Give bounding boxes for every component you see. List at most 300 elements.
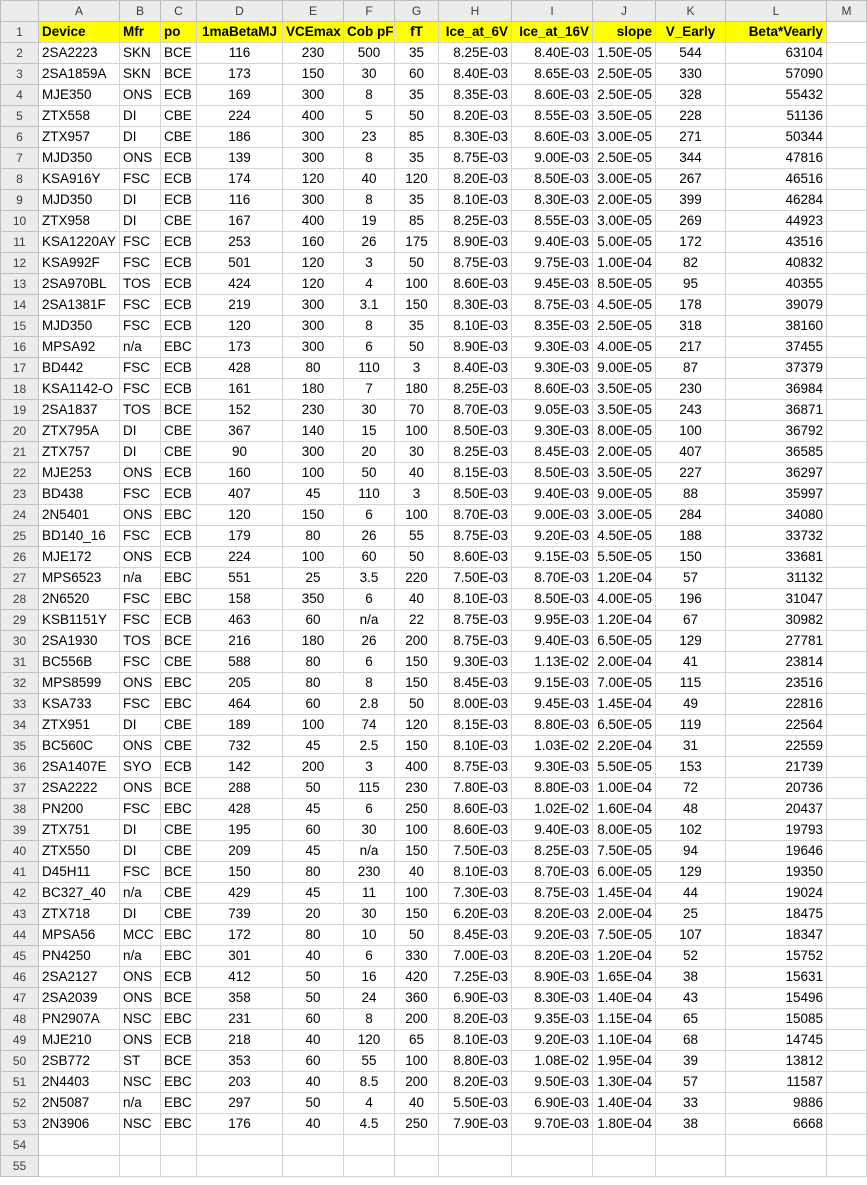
cell[interactable]: 188 bbox=[656, 526, 726, 547]
cell[interactable]: 85 bbox=[395, 127, 439, 148]
cell[interactable]: 40 bbox=[395, 1093, 439, 1114]
cell[interactable]: ECB bbox=[161, 358, 197, 379]
cell[interactable] bbox=[827, 442, 867, 463]
cell[interactable]: 176 bbox=[197, 1114, 283, 1135]
cell[interactable]: ZTX958 bbox=[39, 211, 120, 232]
row-header[interactable]: 42 bbox=[1, 883, 39, 904]
cell[interactable]: 8.75E-03 bbox=[439, 610, 512, 631]
cell[interactable]: 2.50E-05 bbox=[593, 64, 656, 85]
cell[interactable]: 6.50E-05 bbox=[593, 715, 656, 736]
cell[interactable]: 253 bbox=[197, 232, 283, 253]
column-header-E[interactable]: E bbox=[283, 1, 344, 22]
row-header[interactable]: 13 bbox=[1, 274, 39, 295]
cell[interactable]: ONS bbox=[120, 547, 161, 568]
cell[interactable]: 40 bbox=[283, 1114, 344, 1135]
cell[interactable]: 22816 bbox=[726, 694, 827, 715]
cell[interactable]: 5.50E-05 bbox=[593, 757, 656, 778]
cell[interactable]: 115 bbox=[344, 778, 395, 799]
cell[interactable] bbox=[593, 1156, 656, 1177]
cell[interactable]: 6 bbox=[344, 652, 395, 673]
cell[interactable]: 179 bbox=[197, 526, 283, 547]
cell[interactable]: BCE bbox=[161, 778, 197, 799]
cell[interactable]: CBE bbox=[161, 715, 197, 736]
cell[interactable]: CBE bbox=[161, 736, 197, 757]
cell[interactable]: EBC bbox=[161, 337, 197, 358]
cell[interactable]: 8.75E-03 bbox=[439, 757, 512, 778]
cell[interactable]: 3.00E-05 bbox=[593, 127, 656, 148]
cell[interactable]: MPSA56 bbox=[39, 925, 120, 946]
cell[interactable]: 116 bbox=[197, 190, 283, 211]
cell[interactable]: KSA992F bbox=[39, 253, 120, 274]
row-header[interactable]: 5 bbox=[1, 106, 39, 127]
cell[interactable]: 8.60E-03 bbox=[439, 547, 512, 568]
cell[interactable]: ECB bbox=[161, 610, 197, 631]
cell[interactable]: BD438 bbox=[39, 484, 120, 505]
cell[interactable]: 120 bbox=[197, 316, 283, 337]
cell[interactable]: 40 bbox=[344, 169, 395, 190]
cell[interactable]: 230 bbox=[344, 862, 395, 883]
cell[interactable]: 2SA1407E bbox=[39, 757, 120, 778]
cell[interactable]: 2SA2222 bbox=[39, 778, 120, 799]
cell[interactable]: CBE bbox=[161, 106, 197, 127]
cell[interactable]: KSA916Y bbox=[39, 169, 120, 190]
cell[interactable]: 588 bbox=[197, 652, 283, 673]
cell[interactable]: 1.10E-04 bbox=[593, 1030, 656, 1051]
cell[interactable]: 2SA970BL bbox=[39, 274, 120, 295]
cell[interactable]: ECB bbox=[161, 295, 197, 316]
cell[interactable]: 50 bbox=[395, 925, 439, 946]
cell[interactable]: FSC bbox=[120, 694, 161, 715]
cell[interactable]: ECB bbox=[161, 253, 197, 274]
cell[interactable] bbox=[827, 190, 867, 211]
cell[interactable]: 3 bbox=[344, 757, 395, 778]
cell[interactable]: ECB bbox=[161, 967, 197, 988]
cell[interactable] bbox=[827, 169, 867, 190]
cell[interactable]: 44923 bbox=[726, 211, 827, 232]
cell[interactable]: 35997 bbox=[726, 484, 827, 505]
cell[interactable] bbox=[827, 253, 867, 274]
cell[interactable]: 8.00E-03 bbox=[439, 694, 512, 715]
cell[interactable]: 8 bbox=[344, 85, 395, 106]
row-header[interactable]: 53 bbox=[1, 1114, 39, 1135]
cell[interactable]: 25 bbox=[283, 568, 344, 589]
cell[interactable]: 8.80E-03 bbox=[439, 1051, 512, 1072]
cell[interactable]: Mfr bbox=[120, 22, 161, 43]
cell[interactable] bbox=[827, 106, 867, 127]
cell[interactable]: 160 bbox=[283, 232, 344, 253]
cell[interactable]: 142 bbox=[197, 757, 283, 778]
cell[interactable]: 47816 bbox=[726, 148, 827, 169]
cell[interactable]: 8.20E-03 bbox=[439, 1009, 512, 1030]
cell[interactable]: NSC bbox=[120, 1072, 161, 1093]
cell[interactable]: 18347 bbox=[726, 925, 827, 946]
cell[interactable]: 9.15E-03 bbox=[512, 547, 593, 568]
row-header[interactable]: 49 bbox=[1, 1030, 39, 1051]
cell[interactable]: 2.00E-04 bbox=[593, 652, 656, 673]
cell[interactable] bbox=[827, 631, 867, 652]
cell[interactable]: 297 bbox=[197, 1093, 283, 1114]
row-header[interactable]: 2 bbox=[1, 43, 39, 64]
cell[interactable]: 8.40E-03 bbox=[439, 64, 512, 85]
cell[interactable]: 1.00E-04 bbox=[593, 253, 656, 274]
cell[interactable]: 2.00E-05 bbox=[593, 190, 656, 211]
cell[interactable]: 30 bbox=[395, 442, 439, 463]
cell[interactable]: 8 bbox=[344, 673, 395, 694]
cell[interactable]: 218 bbox=[197, 1030, 283, 1051]
cell[interactable]: 220 bbox=[395, 568, 439, 589]
cell[interactable]: 189 bbox=[197, 715, 283, 736]
cell[interactable] bbox=[827, 673, 867, 694]
cell[interactable] bbox=[827, 925, 867, 946]
column-header-A[interactable]: A bbox=[39, 1, 120, 22]
cell[interactable]: 227 bbox=[656, 463, 726, 484]
cell[interactable]: 50 bbox=[283, 988, 344, 1009]
row-header[interactable]: 51 bbox=[1, 1072, 39, 1093]
cell[interactable]: 40 bbox=[283, 946, 344, 967]
cell[interactable]: 8.75E-03 bbox=[512, 295, 593, 316]
cell[interactable]: 1.65E-04 bbox=[593, 967, 656, 988]
cell[interactable]: 8 bbox=[344, 1009, 395, 1030]
cell[interactable]: 49 bbox=[656, 694, 726, 715]
cell[interactable] bbox=[827, 799, 867, 820]
cell[interactable]: 11587 bbox=[726, 1072, 827, 1093]
cell[interactable]: FSC bbox=[120, 295, 161, 316]
cell[interactable]: 301 bbox=[197, 946, 283, 967]
cell[interactable]: 3 bbox=[395, 358, 439, 379]
cell[interactable]: 407 bbox=[656, 442, 726, 463]
cell[interactable]: 412 bbox=[197, 967, 283, 988]
cell[interactable]: 50 bbox=[395, 253, 439, 274]
cell[interactable]: 57090 bbox=[726, 64, 827, 85]
cell[interactable]: 269 bbox=[656, 211, 726, 232]
cell[interactable]: 60 bbox=[283, 1051, 344, 1072]
cell[interactable]: 224 bbox=[197, 106, 283, 127]
cell[interactable]: 120 bbox=[283, 274, 344, 295]
cell[interactable]: 40 bbox=[283, 1072, 344, 1093]
cell[interactable]: CBE bbox=[161, 904, 197, 925]
cell[interactable] bbox=[344, 1156, 395, 1177]
cell[interactable]: 8.30E-03 bbox=[512, 988, 593, 1009]
cell[interactable]: CBE bbox=[161, 652, 197, 673]
cell[interactable]: 43 bbox=[656, 988, 726, 1009]
cell[interactable]: 1.02E-02 bbox=[512, 799, 593, 820]
cell[interactable]: 150 bbox=[283, 505, 344, 526]
cell[interactable]: ONS bbox=[120, 778, 161, 799]
cell[interactable]: EBC bbox=[161, 1093, 197, 1114]
cell[interactable] bbox=[395, 1156, 439, 1177]
column-header-C[interactable]: C bbox=[161, 1, 197, 22]
cell[interactable] bbox=[827, 862, 867, 883]
cell[interactable]: 2SA1837 bbox=[39, 400, 120, 421]
cell[interactable]: 8.10E-03 bbox=[439, 736, 512, 757]
cell[interactable]: 50 bbox=[283, 1093, 344, 1114]
cell[interactable]: 1.45E-04 bbox=[593, 694, 656, 715]
cell[interactable]: 224 bbox=[197, 547, 283, 568]
cell[interactable]: 46516 bbox=[726, 169, 827, 190]
cell[interactable]: 200 bbox=[283, 757, 344, 778]
cell[interactable] bbox=[827, 274, 867, 295]
cell[interactable]: 6 bbox=[344, 337, 395, 358]
cell[interactable] bbox=[827, 757, 867, 778]
cell[interactable]: 284 bbox=[656, 505, 726, 526]
cell[interactable]: 8.45E-03 bbox=[512, 442, 593, 463]
cell[interactable] bbox=[593, 1135, 656, 1156]
cell[interactable]: ZTX751 bbox=[39, 820, 120, 841]
cell[interactable]: Beta*Vearly bbox=[726, 22, 827, 43]
cell[interactable]: 36984 bbox=[726, 379, 827, 400]
cell[interactable]: 172 bbox=[197, 925, 283, 946]
cell[interactable]: 80 bbox=[283, 526, 344, 547]
cell[interactable]: slope bbox=[593, 22, 656, 43]
cell[interactable] bbox=[827, 547, 867, 568]
cell[interactable]: 231 bbox=[197, 1009, 283, 1030]
cell[interactable]: 1.20E-04 bbox=[593, 568, 656, 589]
cell[interactable]: ZTX550 bbox=[39, 841, 120, 862]
cell[interactable]: DI bbox=[120, 442, 161, 463]
row-header[interactable]: 40 bbox=[1, 841, 39, 862]
column-header-I[interactable]: I bbox=[512, 1, 593, 22]
cell[interactable]: 2SA2127 bbox=[39, 967, 120, 988]
cell[interactable]: 115 bbox=[656, 673, 726, 694]
cell[interactable]: 6668 bbox=[726, 1114, 827, 1135]
cell[interactable]: 23814 bbox=[726, 652, 827, 673]
cell[interactable]: 50 bbox=[395, 547, 439, 568]
cell[interactable]: 8.75E-03 bbox=[439, 526, 512, 547]
cell[interactable]: 9.40E-03 bbox=[512, 232, 593, 253]
cell[interactable]: MJE172 bbox=[39, 547, 120, 568]
cell[interactable]: 344 bbox=[656, 148, 726, 169]
cell[interactable]: 19 bbox=[344, 211, 395, 232]
cell[interactable]: Cob pF bbox=[344, 22, 395, 43]
cell[interactable]: 139 bbox=[197, 148, 283, 169]
cell[interactable]: 15496 bbox=[726, 988, 827, 1009]
cell[interactable]: 2.5 bbox=[344, 736, 395, 757]
cell[interactable]: 9.15E-03 bbox=[512, 673, 593, 694]
row-header[interactable]: 43 bbox=[1, 904, 39, 925]
cell[interactable]: n/a bbox=[120, 946, 161, 967]
row-header[interactable]: 54 bbox=[1, 1135, 39, 1156]
column-header-K[interactable]: K bbox=[656, 1, 726, 22]
cell[interactable]: KSA1220AY bbox=[39, 232, 120, 253]
cell[interactable]: 40832 bbox=[726, 253, 827, 274]
cell[interactable]: 8.35E-03 bbox=[512, 316, 593, 337]
cell[interactable]: 367 bbox=[197, 421, 283, 442]
cell[interactable]: 3 bbox=[395, 484, 439, 505]
cell[interactable]: ECB bbox=[161, 85, 197, 106]
cell[interactable]: 120 bbox=[395, 715, 439, 736]
cell[interactable]: FSC bbox=[120, 862, 161, 883]
cell[interactable] bbox=[827, 43, 867, 64]
row-header[interactable]: 34 bbox=[1, 715, 39, 736]
cell[interactable]: 55 bbox=[395, 526, 439, 547]
cell[interactable]: EBC bbox=[161, 589, 197, 610]
cell[interactable]: 400 bbox=[283, 211, 344, 232]
cell[interactable]: 8.60E-03 bbox=[439, 820, 512, 841]
cell[interactable]: 1.20E-04 bbox=[593, 946, 656, 967]
cell[interactable]: 8.55E-03 bbox=[512, 211, 593, 232]
cell[interactable]: 88 bbox=[656, 484, 726, 505]
cell[interactable] bbox=[827, 1051, 867, 1072]
cell[interactable]: ZTX718 bbox=[39, 904, 120, 925]
cell[interactable]: 39079 bbox=[726, 295, 827, 316]
cell[interactable] bbox=[827, 232, 867, 253]
cell[interactable]: BC560C bbox=[39, 736, 120, 757]
cell[interactable]: 8.20E-03 bbox=[512, 946, 593, 967]
cell[interactable]: 1.40E-04 bbox=[593, 988, 656, 1009]
cell[interactable] bbox=[827, 295, 867, 316]
cell[interactable]: CBE bbox=[161, 211, 197, 232]
cell[interactable] bbox=[827, 316, 867, 337]
cell[interactable]: Ice_at_6V bbox=[439, 22, 512, 43]
cell[interactable]: 9.40E-03 bbox=[512, 631, 593, 652]
cell[interactable]: MPSA92 bbox=[39, 337, 120, 358]
cell[interactable]: 36792 bbox=[726, 421, 827, 442]
cell[interactable]: 9.00E-05 bbox=[593, 484, 656, 505]
cell[interactable] bbox=[827, 1030, 867, 1051]
cell[interactable]: 21739 bbox=[726, 757, 827, 778]
cell[interactable] bbox=[827, 1114, 867, 1135]
cell[interactable]: 23 bbox=[344, 127, 395, 148]
row-header[interactable]: 36 bbox=[1, 757, 39, 778]
cell[interactable]: 120 bbox=[197, 505, 283, 526]
cell[interactable]: 19350 bbox=[726, 862, 827, 883]
cell[interactable]: FSC bbox=[120, 799, 161, 820]
cell[interactable]: 4.00E-05 bbox=[593, 337, 656, 358]
cell[interactable]: 8.10E-03 bbox=[439, 589, 512, 610]
row-header[interactable]: 22 bbox=[1, 463, 39, 484]
cell[interactable]: 300 bbox=[283, 148, 344, 169]
cell[interactable]: 119 bbox=[656, 715, 726, 736]
cell[interactable] bbox=[827, 358, 867, 379]
cell[interactable]: 36297 bbox=[726, 463, 827, 484]
cell[interactable]: 228 bbox=[656, 106, 726, 127]
cell[interactable]: 150 bbox=[395, 295, 439, 316]
cell[interactable]: 9.20E-03 bbox=[512, 925, 593, 946]
cell[interactable]: ZTX795A bbox=[39, 421, 120, 442]
cell[interactable]: FSC bbox=[120, 253, 161, 274]
cell[interactable] bbox=[827, 568, 867, 589]
cell[interactable]: 107 bbox=[656, 925, 726, 946]
cell[interactable]: ECB bbox=[161, 274, 197, 295]
cell[interactable]: SYO bbox=[120, 757, 161, 778]
cell[interactable]: 3 bbox=[344, 253, 395, 274]
cell[interactable]: 8.45E-03 bbox=[439, 925, 512, 946]
cell[interactable]: 9.70E-03 bbox=[512, 1114, 593, 1135]
cell[interactable]: 50 bbox=[395, 337, 439, 358]
cell[interactable]: KSA1142-O bbox=[39, 379, 120, 400]
row-header[interactable]: 21 bbox=[1, 442, 39, 463]
cell[interactable]: EBC bbox=[161, 799, 197, 820]
cell[interactable]: fT bbox=[395, 22, 439, 43]
cell[interactable] bbox=[726, 1156, 827, 1177]
cell[interactable]: 7.50E-03 bbox=[439, 568, 512, 589]
cell[interactable]: 150 bbox=[395, 841, 439, 862]
row-header[interactable]: 9 bbox=[1, 190, 39, 211]
cell[interactable]: 8.60E-03 bbox=[439, 274, 512, 295]
cell[interactable] bbox=[827, 652, 867, 673]
cell[interactable]: 15085 bbox=[726, 1009, 827, 1030]
cell[interactable]: ONS bbox=[120, 85, 161, 106]
cell[interactable]: 72 bbox=[656, 778, 726, 799]
row-header[interactable]: 37 bbox=[1, 778, 39, 799]
cell[interactable]: 6.90E-03 bbox=[439, 988, 512, 1009]
cell[interactable]: 60 bbox=[283, 820, 344, 841]
cell[interactable]: 31132 bbox=[726, 568, 827, 589]
cell[interactable]: 6 bbox=[344, 505, 395, 526]
cell[interactable]: 2.20E-04 bbox=[593, 736, 656, 757]
cell[interactable] bbox=[827, 820, 867, 841]
cell[interactable]: 33732 bbox=[726, 526, 827, 547]
cell[interactable]: 300 bbox=[283, 295, 344, 316]
cell[interactable]: 3.00E-05 bbox=[593, 505, 656, 526]
cell[interactable]: 8.25E-03 bbox=[439, 379, 512, 400]
cell[interactable]: 8.20E-03 bbox=[439, 1072, 512, 1093]
cell[interactable]: 80 bbox=[283, 358, 344, 379]
cell[interactable]: 40 bbox=[395, 862, 439, 883]
cell[interactable]: 173 bbox=[197, 64, 283, 85]
cell[interactable]: DI bbox=[120, 904, 161, 925]
cell[interactable]: 360 bbox=[395, 988, 439, 1009]
cell[interactable]: 8.60E-03 bbox=[512, 85, 593, 106]
cell[interactable]: 8.45E-03 bbox=[439, 673, 512, 694]
cell[interactable]: 90 bbox=[197, 442, 283, 463]
cell[interactable]: 35 bbox=[395, 190, 439, 211]
cell[interactable]: EBC bbox=[161, 925, 197, 946]
cell[interactable]: 9.95E-03 bbox=[512, 610, 593, 631]
cell[interactable]: 9.20E-03 bbox=[512, 526, 593, 547]
cell[interactable]: 429 bbox=[197, 883, 283, 904]
row-header[interactable]: 20 bbox=[1, 421, 39, 442]
cell[interactable]: 186 bbox=[197, 127, 283, 148]
cell[interactable]: 196 bbox=[656, 589, 726, 610]
cell[interactable]: 100 bbox=[395, 505, 439, 526]
cell[interactable]: ONS bbox=[120, 463, 161, 484]
cell[interactable]: 9.40E-03 bbox=[512, 484, 593, 505]
cell[interactable]: 40 bbox=[283, 1030, 344, 1051]
cell[interactable]: ECB bbox=[161, 1030, 197, 1051]
cell[interactable]: 57 bbox=[656, 1072, 726, 1093]
cell[interactable]: 4 bbox=[344, 1093, 395, 1114]
cell[interactable]: 150 bbox=[656, 547, 726, 568]
cell[interactable]: 6.20E-03 bbox=[439, 904, 512, 925]
cell[interactable]: 4.00E-05 bbox=[593, 589, 656, 610]
cell[interactable]: 19793 bbox=[726, 820, 827, 841]
cell[interactable]: 180 bbox=[395, 379, 439, 400]
cell[interactable] bbox=[197, 1156, 283, 1177]
cell[interactable]: 37455 bbox=[726, 337, 827, 358]
row-header[interactable]: 25 bbox=[1, 526, 39, 547]
cell[interactable] bbox=[512, 1135, 593, 1156]
cell[interactable]: 9.75E-03 bbox=[512, 253, 593, 274]
cell[interactable]: MJD350 bbox=[39, 148, 120, 169]
cell[interactable]: 24 bbox=[344, 988, 395, 1009]
cell[interactable]: 2SA1381F bbox=[39, 295, 120, 316]
cell[interactable] bbox=[827, 211, 867, 232]
row-header[interactable]: 47 bbox=[1, 988, 39, 1009]
cell[interactable]: 424 bbox=[197, 274, 283, 295]
cell[interactable]: 8.40E-03 bbox=[439, 358, 512, 379]
cell[interactable]: 3.50E-05 bbox=[593, 106, 656, 127]
cell[interactable]: CBE bbox=[161, 841, 197, 862]
cell[interactable]: 20736 bbox=[726, 778, 827, 799]
cell[interactable]: 30 bbox=[344, 400, 395, 421]
cell[interactable] bbox=[827, 988, 867, 1009]
row-header[interactable]: 31 bbox=[1, 652, 39, 673]
cell[interactable]: 200 bbox=[395, 1072, 439, 1093]
cell[interactable]: 2SA2223 bbox=[39, 43, 120, 64]
cell[interactable]: 288 bbox=[197, 778, 283, 799]
cell[interactable]: 7.00E-03 bbox=[439, 946, 512, 967]
